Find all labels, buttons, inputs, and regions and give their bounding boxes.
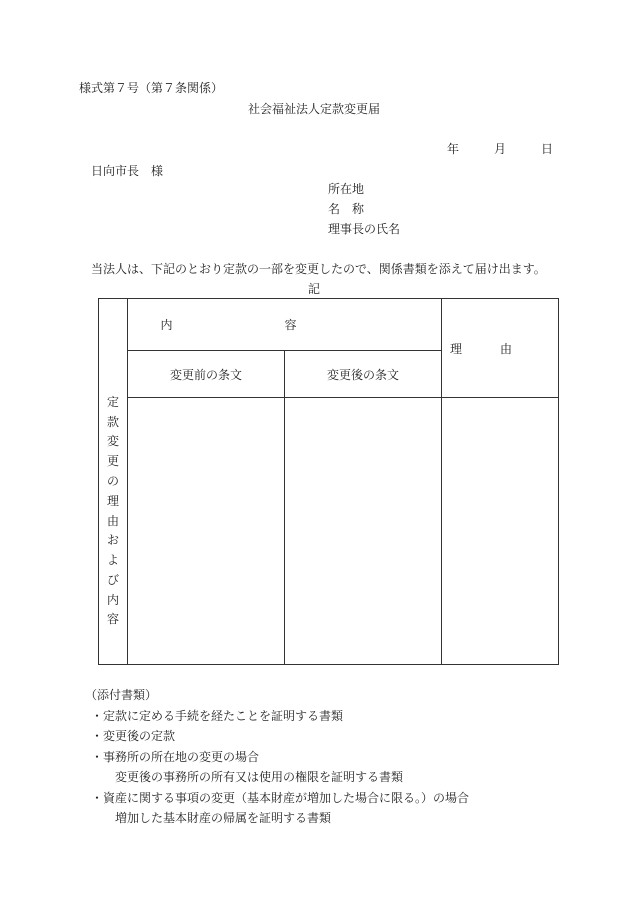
name-label: 名 称 — [328, 202, 365, 216]
content-header: 内容 — [160, 318, 409, 332]
vertical-label-cell — [99, 299, 128, 665]
reason-text-field[interactable] — [442, 398, 559, 665]
record-label: 記 — [308, 282, 321, 296]
attachment-item: ・事務所の所在地の変更の場合 — [91, 750, 260, 764]
attachment-item: ・資産に関する事項の変更（基本財産が増加した場合に限る。）の場合 — [91, 791, 470, 805]
vertical-label: 定款変更の理由および内容 — [106, 394, 119, 627]
statement-text: 当法人は、下記のとおり定款の一部を変更したので、関係書類を添えて届け出ます。 — [91, 262, 546, 276]
after-header: 変更後の条文 — [327, 367, 400, 382]
after-header-cell — [285, 351, 442, 398]
content-header-cell — [128, 299, 442, 351]
attachment-subitem: 変更後の事務所の所有又は使用の権限を証明する書類 — [115, 770, 404, 784]
date-month-label: 月 — [494, 142, 507, 156]
date-year-label: 年 — [447, 142, 460, 156]
date-day-label: 日 — [541, 142, 554, 156]
attachments-heading: （添付書類） — [85, 688, 158, 702]
address-label: 所在地 — [328, 182, 365, 196]
after-text-field[interactable] — [285, 398, 442, 665]
form-number: 様式第７号（第７条関係） — [79, 81, 224, 95]
reason-header-cell — [442, 299, 559, 398]
before-text-field[interactable] — [128, 398, 285, 665]
director-name-label: 理事長の氏名 — [328, 222, 401, 236]
before-header: 変更前の条文 — [169, 367, 242, 382]
before-header-cell — [128, 351, 285, 398]
attachment-item: ・定款に定める手続を経たことを証明する書類 — [91, 709, 344, 723]
notification-table — [98, 298, 559, 665]
attachment-item: ・変更後の定款 — [91, 729, 176, 743]
reason-header: 理由 — [450, 341, 551, 356]
attachment-subitem: 増加した基本財産の帰属を証明する書類 — [115, 811, 332, 825]
document-title: 社会福祉法人定款変更届 — [248, 102, 381, 116]
addressee: 日向市長 様 — [91, 164, 164, 178]
